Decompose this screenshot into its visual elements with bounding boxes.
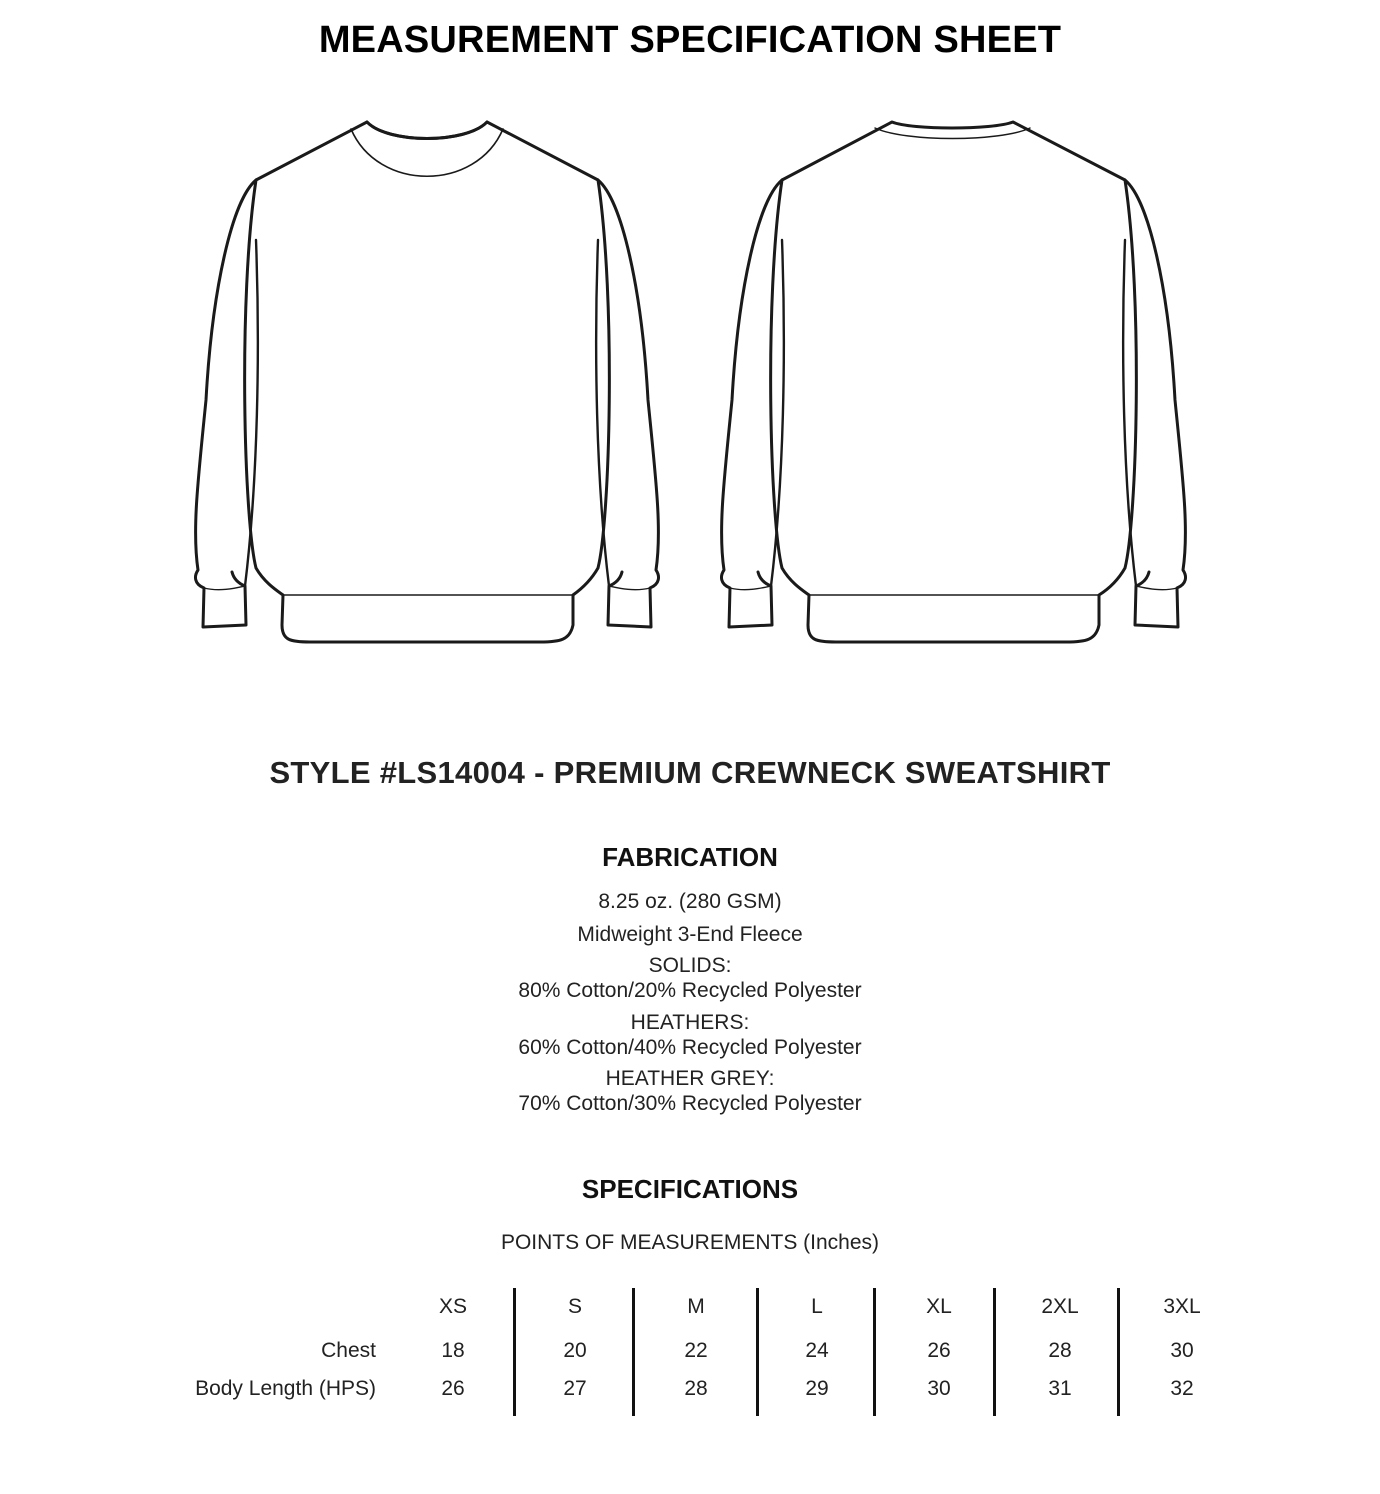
body-length-value-2xl: 31 <box>1048 1377 1072 1400</box>
size-header-s: S <box>567 1295 582 1318</box>
body-length-value-xs: 26 <box>441 1377 465 1400</box>
chest-value-3xl: 30 <box>1170 1339 1194 1362</box>
sweatshirt-back-drawing <box>722 122 1186 642</box>
heather-grey-label: HEATHER GREY: <box>605 1067 775 1090</box>
column-divider <box>993 1288 996 1416</box>
size-header-xs: XS <box>438 1295 467 1318</box>
solids-label: SOLIDS: <box>648 954 732 977</box>
chest-value-m: 22 <box>684 1339 708 1362</box>
size-header-3xl: 3XL <box>1163 1295 1201 1318</box>
garment-illustration <box>0 100 1380 660</box>
column-divider <box>873 1288 876 1416</box>
column-divider <box>756 1288 759 1416</box>
chest-value-xs: 18 <box>441 1339 465 1362</box>
size-header-xl: XL <box>926 1295 952 1318</box>
specifications-heading: SPECIFICATIONS <box>581 1174 799 1204</box>
chest-value-xl: 26 <box>927 1339 951 1362</box>
sweatshirt-front-drawing <box>196 122 659 642</box>
page-title: MEASUREMENT SPECIFICATION SHEET <box>318 19 1062 61</box>
body-length-value-3xl: 32 <box>1170 1377 1194 1400</box>
column-divider <box>1117 1288 1120 1416</box>
size-header-l: L <box>811 1295 823 1318</box>
chest-value-2xl: 28 <box>1048 1339 1072 1362</box>
fabric-weight: 8.25 oz. (280 GSM) <box>598 890 782 913</box>
size-header-2xl: 2XL <box>1041 1295 1079 1318</box>
fabric-type: Midweight 3-End Fleece <box>577 923 803 946</box>
chest-value-s: 20 <box>563 1339 587 1362</box>
row-label-body-length: Body Length (HPS) <box>195 1377 376 1400</box>
heathers-blend: 60% Cotton/40% Recycled Polyester <box>518 1036 862 1059</box>
measurements-table-title: POINTS OF MEASUREMENTS (Inches) <box>500 1231 880 1254</box>
column-divider <box>632 1288 635 1416</box>
style-title: STYLE #LS14004 - PREMIUM CREWNECK SWEATSHIRT <box>269 755 1111 790</box>
body-length-value-l: 29 <box>805 1377 829 1400</box>
body-length-value-xl: 30 <box>927 1377 951 1400</box>
body-length-value-s: 27 <box>563 1377 587 1400</box>
body-length-value-m: 28 <box>684 1377 708 1400</box>
fabrication-heading: FABRICATION <box>602 842 778 872</box>
column-divider <box>513 1288 516 1416</box>
solids-blend: 80% Cotton/20% Recycled Polyester <box>518 979 862 1002</box>
size-header-m: M <box>687 1295 705 1318</box>
heathers-label: HEATHERS: <box>630 1011 750 1034</box>
chest-value-l: 24 <box>805 1339 829 1362</box>
heather-grey-blend: 70% Cotton/30% Recycled Polyester <box>518 1092 862 1115</box>
row-label-chest: Chest <box>321 1339 376 1362</box>
